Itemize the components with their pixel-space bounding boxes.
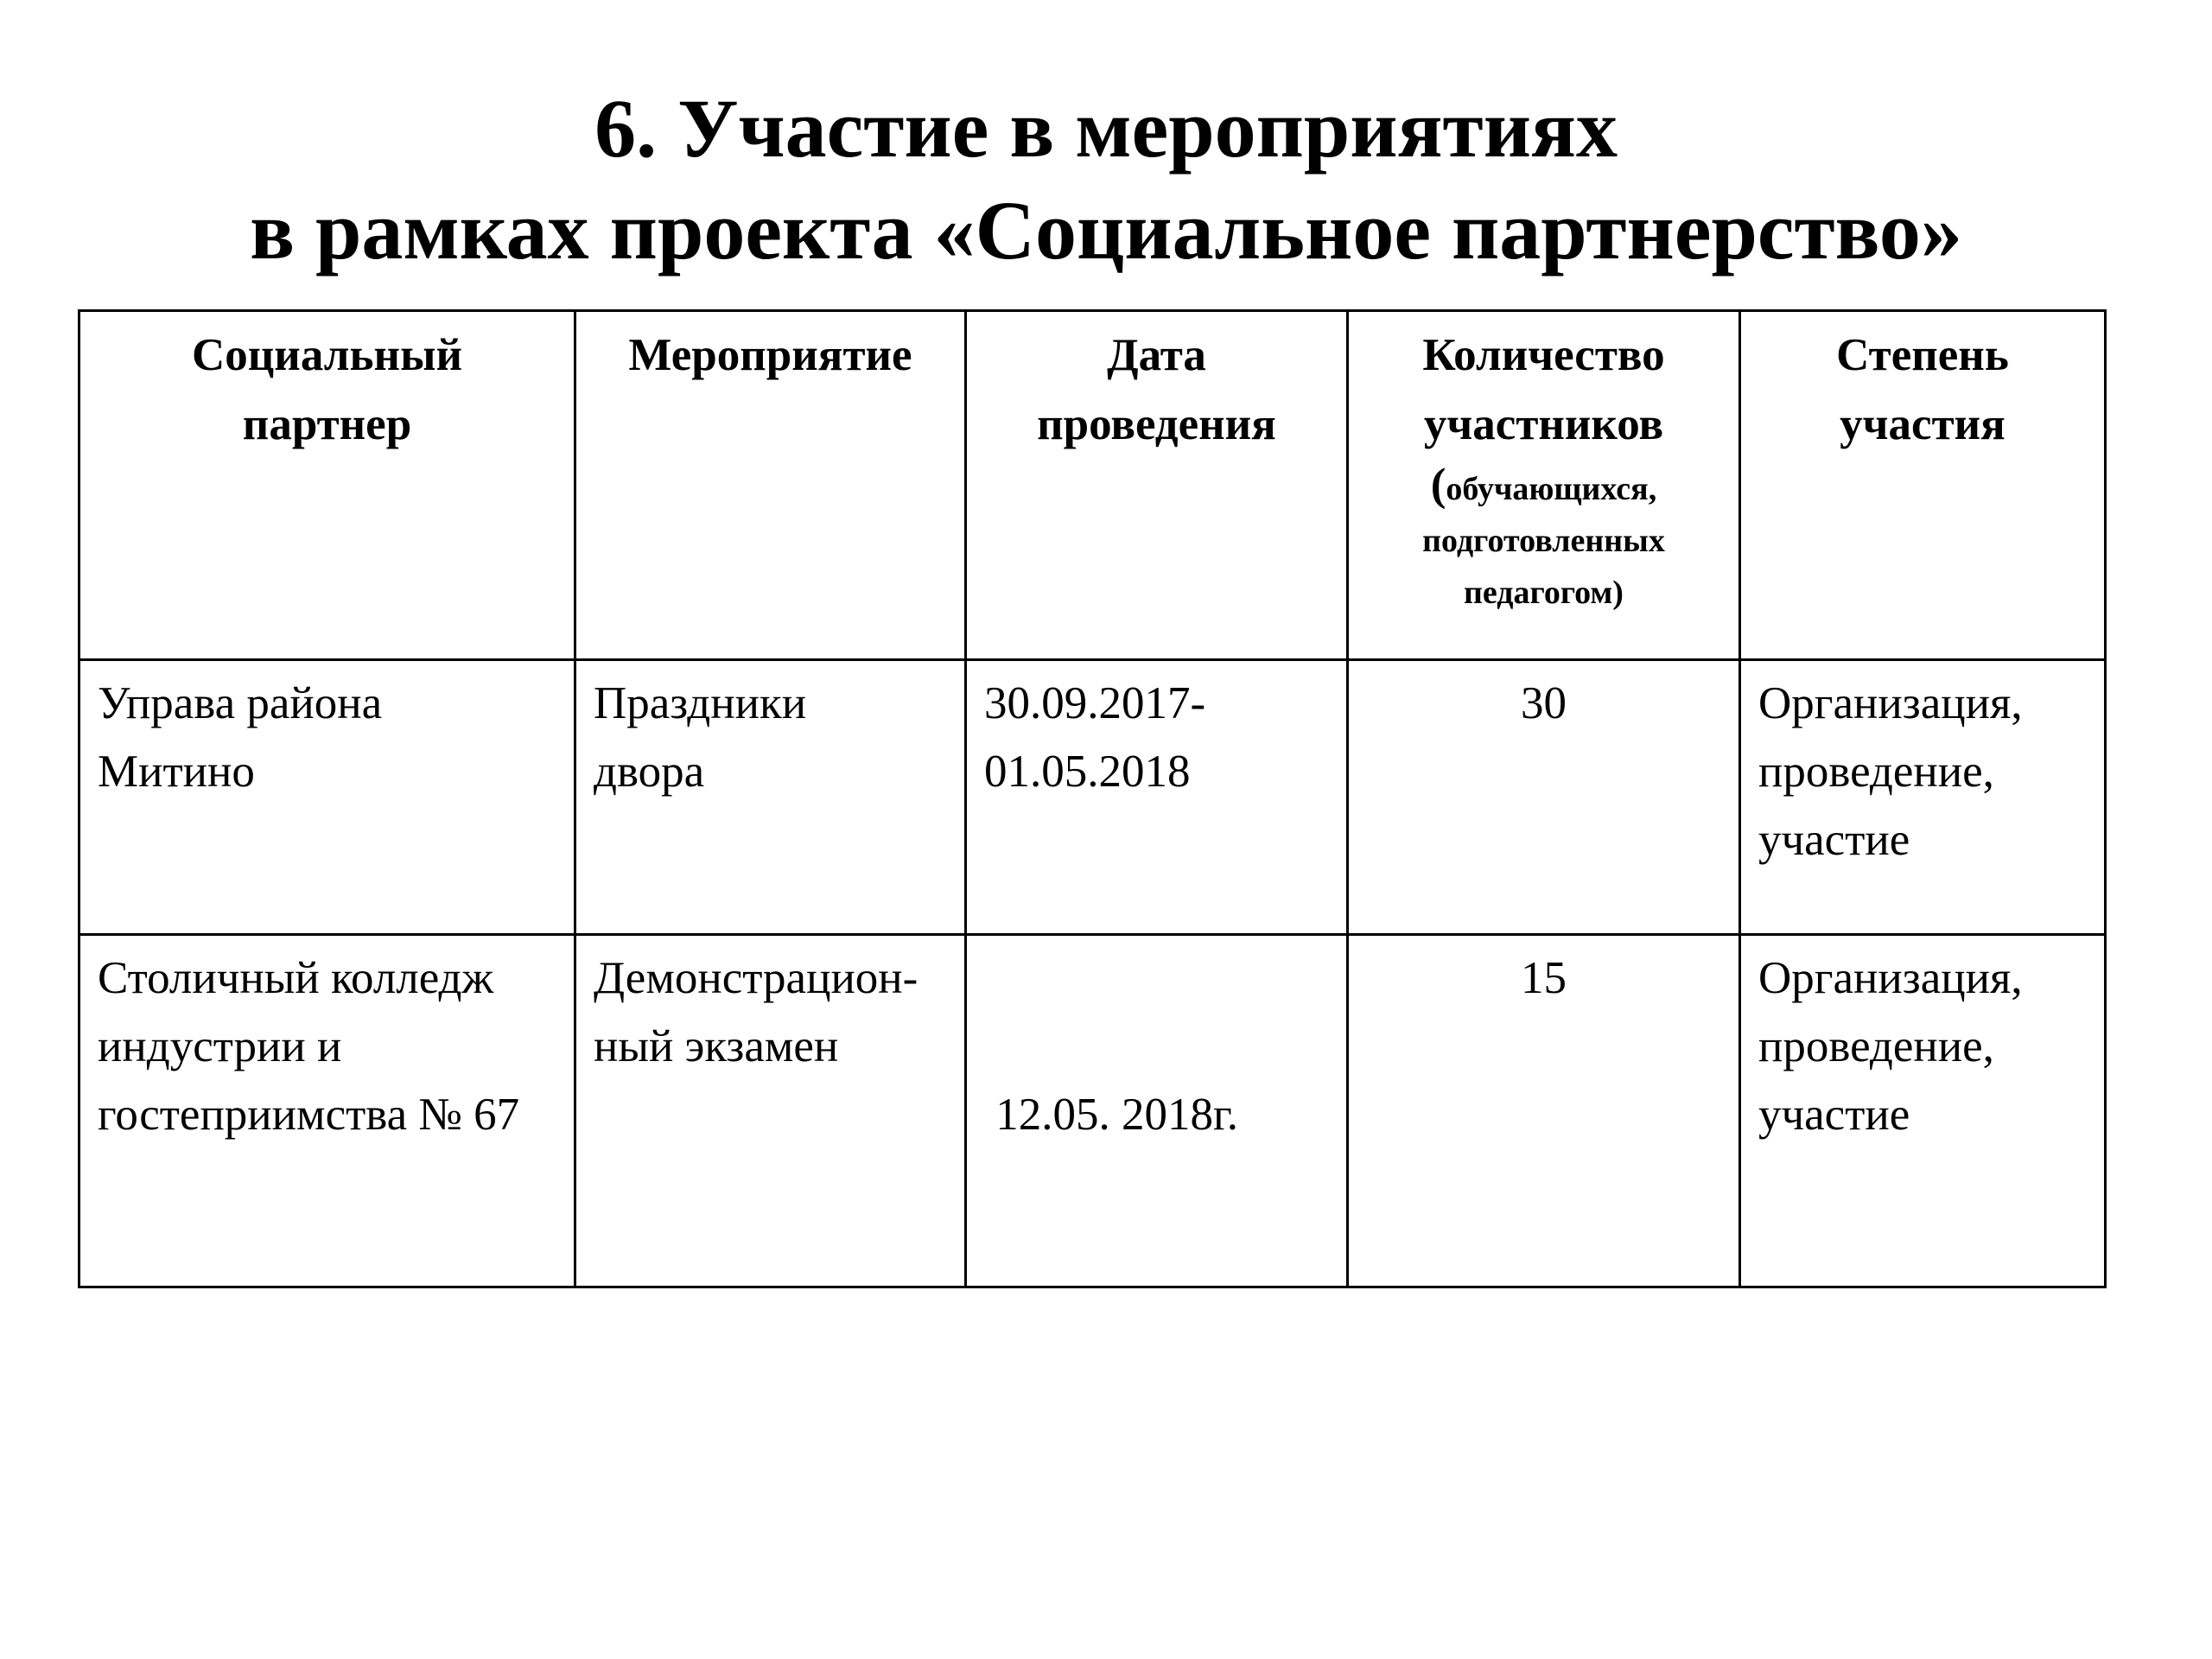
- cell-degree: Организация, проведение, участие: [1740, 935, 2106, 1287]
- header-count-note: (обучающихся, подготовленных педагогом): [1422, 460, 1665, 611]
- header-count: Количество участников (обучающихся, подготовленных педагогом): [1348, 311, 1740, 660]
- header-degree: Степень участия: [1740, 311, 2106, 660]
- table-row: [79, 660, 2106, 935]
- cell-partner: Управа района Митино: [79, 660, 575, 935]
- title-line-1: 6. Участие в мероприятиях: [594, 82, 1618, 175]
- table-header-row: [79, 311, 2106, 660]
- cell-partner: Столичный колледж индустрии и гостеприимства № 67: [79, 935, 575, 1287]
- cell-date: 12.05. 2018г.: [966, 935, 1348, 1287]
- cell-count: 30: [1348, 660, 1740, 935]
- cell-date: 30.09.2017- 01.05.2018: [966, 660, 1348, 935]
- slide-title: [0, 78, 2212, 282]
- events-table: [78, 309, 2107, 1288]
- cell-event: Праздники двора: [575, 660, 966, 935]
- header-event: Мероприятие: [575, 311, 966, 660]
- cell-degree: Организация, проведение, участие: [1740, 660, 2106, 935]
- table-row: [79, 935, 2106, 1287]
- cell-event: Демонстрацион- ный экзамен: [575, 935, 966, 1287]
- header-partner: Социальный партнер: [79, 311, 575, 660]
- cell-count: 15: [1348, 935, 1740, 1287]
- title-line-2: в рамках проекта «Социальное партнерство»: [250, 184, 1962, 276]
- header-date: Дата проведения: [966, 311, 1348, 660]
